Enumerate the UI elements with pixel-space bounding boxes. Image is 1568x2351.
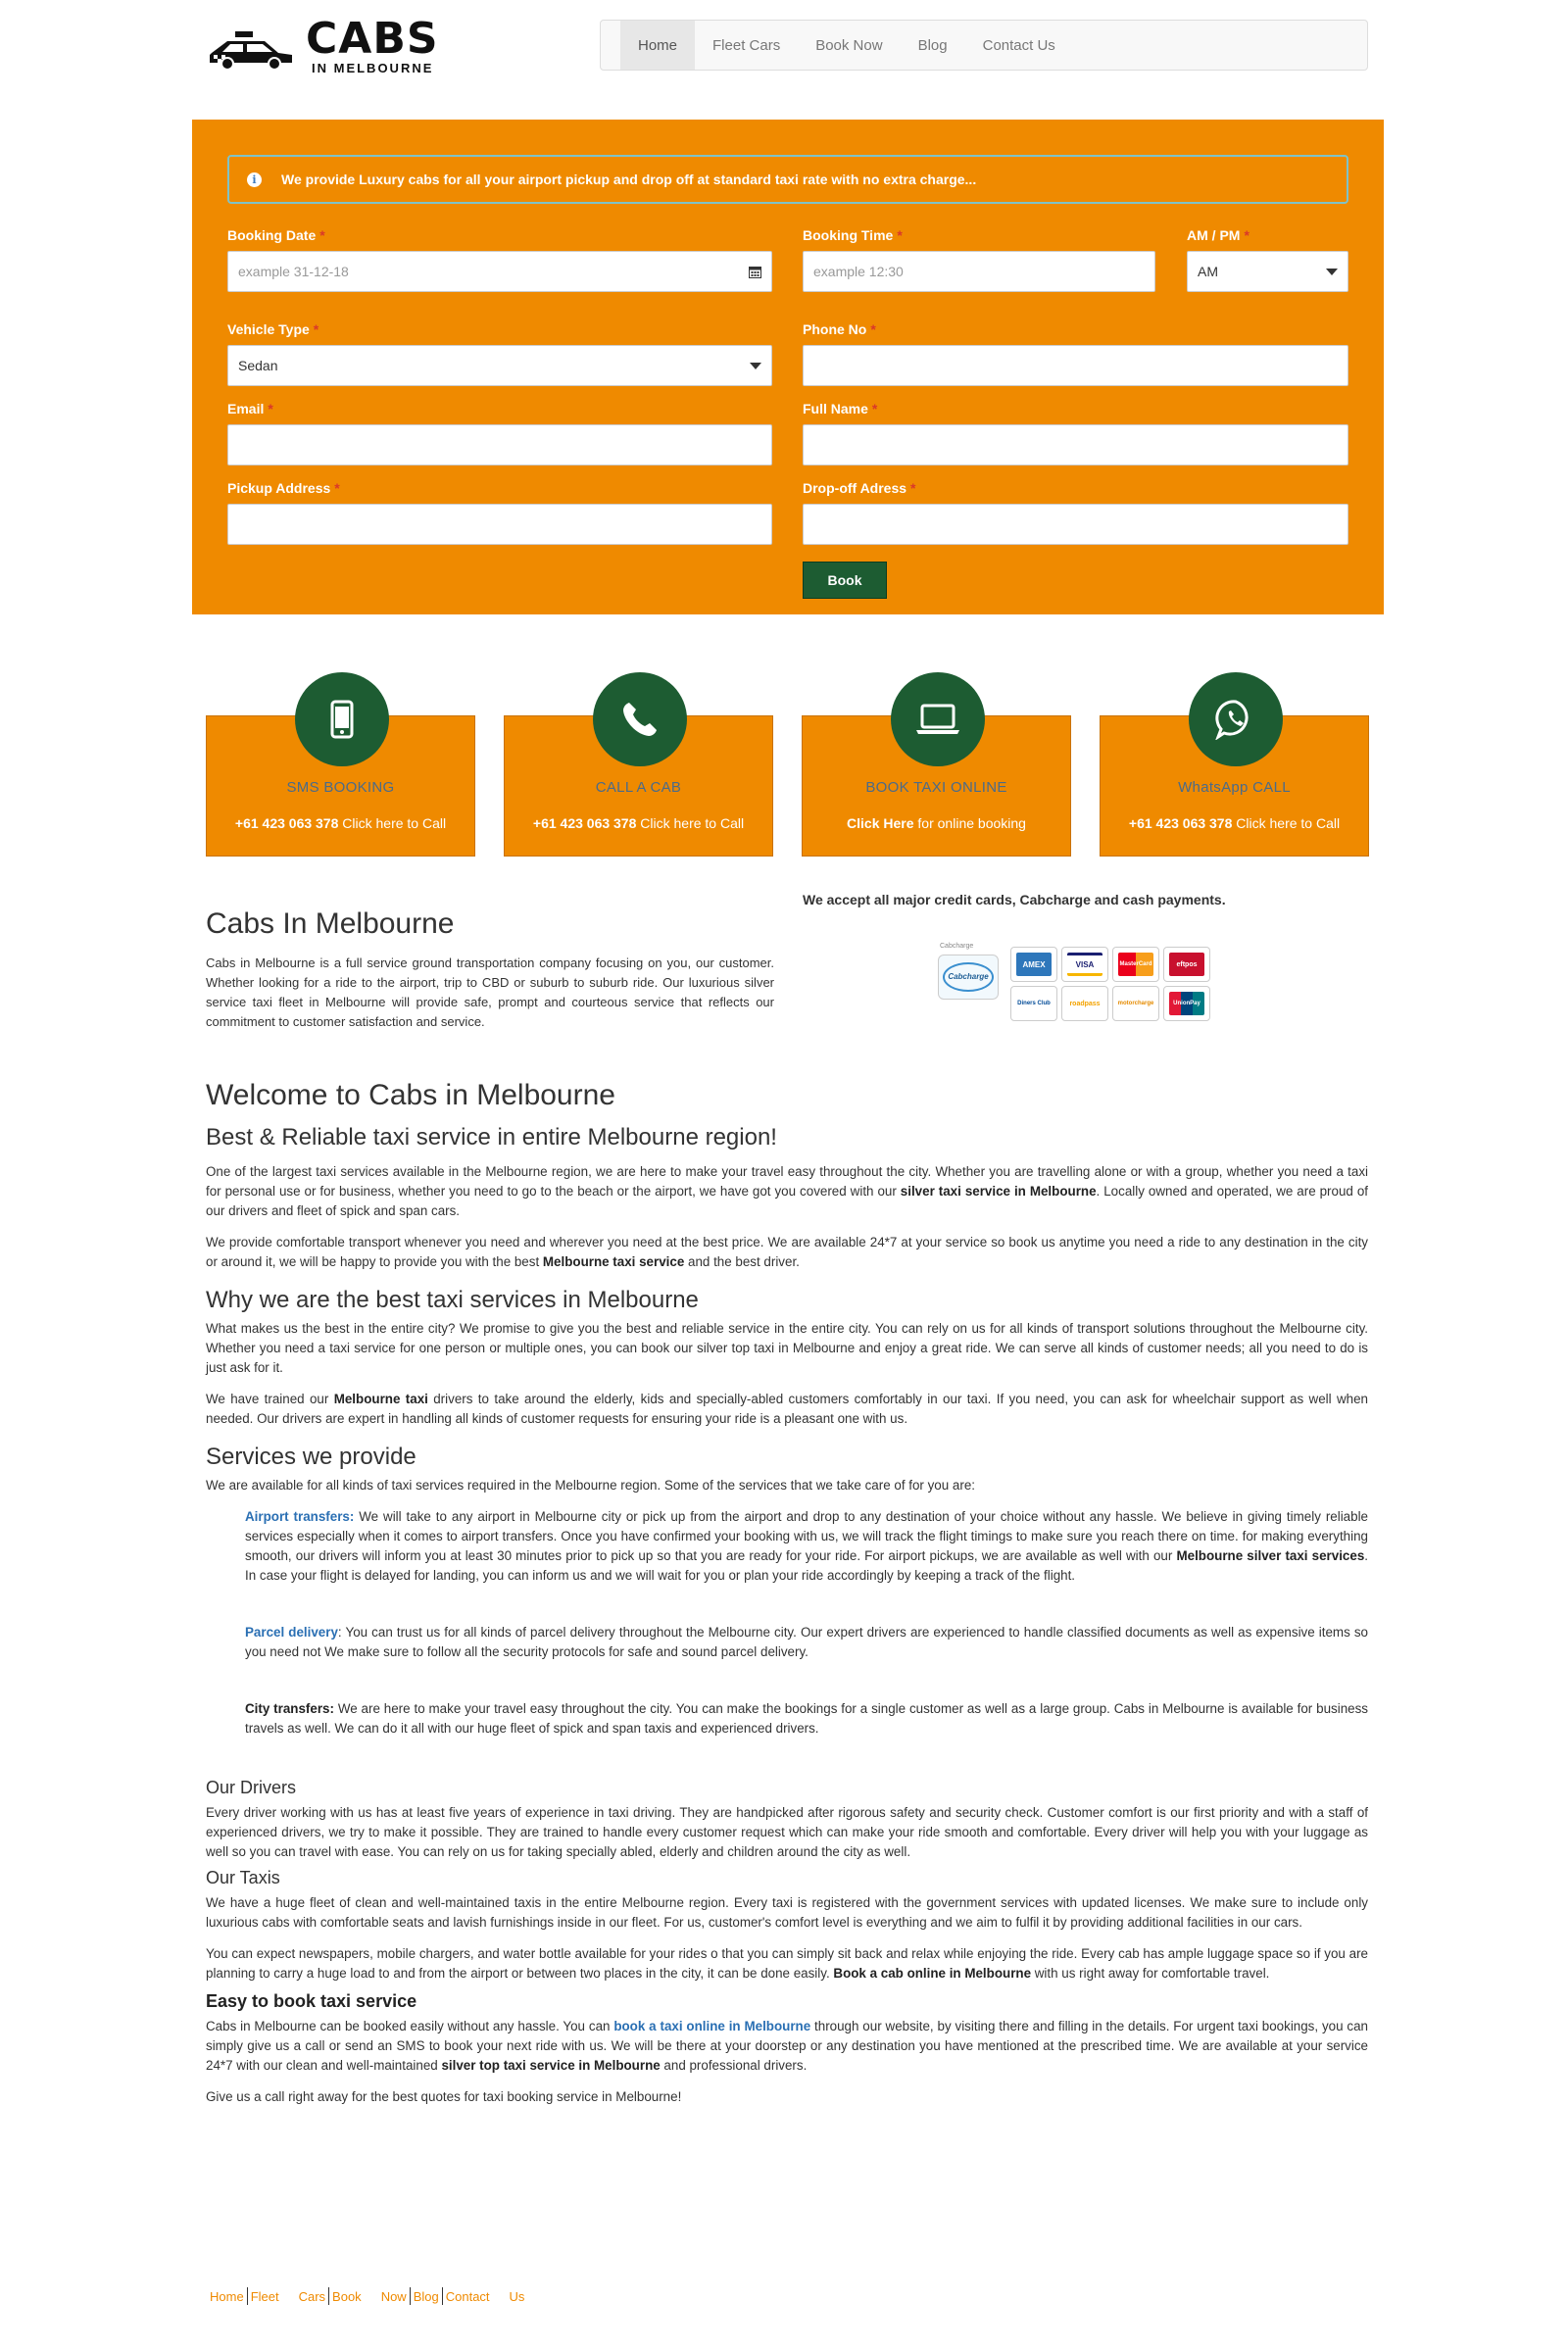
svc-title: SMS BOOKING — [286, 779, 395, 796]
svc-icon-circle — [593, 672, 687, 766]
airport-transfers-link[interactable]: Airport transfers: — [245, 1509, 355, 1524]
booking-date-label: Booking Date * — [227, 227, 325, 243]
paragraph: What makes us the best in the entire city? We promise to give you the best and reliable service in the entire city. You can rely on us for all kinds of transport solutions throughout the Melbourne city. Whether you need a taxi service for one person or multiple ones, you can book our silver top taxi in Melbourne and enjoy a great ride. We can serve all kinds of customer needs; all you need to do is just ask for it. — [206, 1321, 1368, 1375]
ampm-select[interactable]: AM — [1187, 251, 1348, 292]
phone-icon — [620, 700, 660, 739]
booking-time-input[interactable]: example 12:30 — [803, 251, 1155, 292]
nav-home[interactable]: Home — [620, 21, 695, 70]
svc-title: WhatsApp CALL — [1178, 779, 1291, 796]
book-taxi-online-box[interactable] — [802, 715, 1071, 857]
paragraph: You can expect newspapers, mobile chargers, and water bottle available for your rides o that you can simply sit back and relax while enjoying the ride. Every cab has ample luggage space so if you are planning to carry a huge load to and from the airport or between two places in the city, it can be done easily. Book a cab online in Melbourne with us right away for comfortable travel. — [206, 1946, 1368, 1981]
footer-separator — [328, 2287, 329, 2305]
list-item: City transfers: We are here to make your travel easy throughout the city. You can make the bookings for a single customer as well as a large group. Cabs in Melbourne is available for business travels as well. We can do it all with our huge fleet of spick and span taxis and experienced drivers. — [245, 1701, 1368, 1736]
footer-fleet[interactable]: Fleet — [250, 2288, 279, 2304]
info-icon: i — [247, 172, 262, 187]
drivers-title: Our Drivers — [206, 1778, 297, 1797]
cabcharge-logo: Cabcharge — [943, 962, 994, 992]
site-logo[interactable] — [206, 14, 451, 76]
dropoff-label: Drop-off Adress * — [803, 480, 916, 496]
parcel-delivery-link[interactable]: Parcel delivery — [245, 1625, 338, 1640]
main-nav — [600, 20, 1368, 71]
amex-card: AMEX — [1010, 947, 1057, 982]
paragraph: One of the largest taxi services available in the Melbourne region, we are here to make your travel easy throughout the city. Whether you are travelling alone or with a group, whether you need a taxi for personal use or for business, whether you need to go to the beach or the airport, we have got you covered with our silver taxi service in Melbourne. Locally owned and operated, we are proud of our drivers and fleet of spick and span cars. — [206, 1164, 1369, 1218]
pickup-input[interactable] — [227, 504, 772, 545]
footer-us[interactable]: Us — [509, 2288, 525, 2304]
alert-text: We provide Luxury cabs for all your airport pickup and drop off at standard taxi rate with no extra charge... — [281, 171, 977, 187]
services-title: Services we provide — [206, 1444, 416, 1470]
list-item: Airport transfers: We will take to any airport in Melbourne city or pick up from the airport and drop to any destination of your choice without any hassle. We believe in giving timely reliable services especially when it comes to airport transfers. Once you have confirmed your booking with us, we will track the flight timings to make sure you reach there on time. for making everything smooth, our drivers will inform you at least 30 minutes prior to pick up so that you are ready for your ride. For airport pickups, we are available as well with our Melbourne silver taxi services. In case your flight is delayed for landing, you can inform us and we will wait for you or plan your ride accordingly by keeping a track of the flight. — [245, 1509, 1369, 1583]
full-name-label: Full Name * — [803, 401, 878, 416]
roadpass-card: roadpass — [1061, 986, 1108, 1021]
footer-separator — [410, 2287, 411, 2305]
main-article — [206, 1078, 1368, 2107]
intro-text: Cabs in Melbourne is a full service ground transportation company focusing on you, our customer. Whether looking for a ride to the airport, trip to CBD or suburb to suburb ride. Our luxurious silver service taxi fleet in Melbourne will provide safe, prompt and courteous service that reflects our commitment to customer satisfaction and service. — [206, 955, 774, 1029]
taxi-car-icon — [206, 31, 296, 71]
info-alert — [227, 155, 1348, 204]
chevron-down-icon — [1326, 269, 1338, 275]
footer-home[interactable]: Home — [210, 2288, 244, 2304]
laptop-icon — [915, 703, 960, 736]
intro-title: Cabs In Melbourne — [206, 907, 455, 940]
svc-icon-circle — [891, 672, 985, 766]
svc-icon-circle — [295, 672, 389, 766]
email-label: Email * — [227, 401, 273, 416]
book-button[interactable]: Book — [803, 562, 887, 599]
dropoff-input[interactable] — [803, 504, 1348, 545]
vehicle-type-group — [227, 321, 772, 386]
chevron-down-icon — [750, 363, 761, 369]
payment-cards — [938, 943, 1234, 1026]
logo-title: CABS — [306, 14, 439, 64]
vehicle-type-label: Vehicle Type * — [227, 321, 319, 337]
footer-separator — [247, 2287, 248, 2305]
nav-contact-us[interactable]: Contact Us — [982, 36, 1055, 54]
full-name-group — [803, 401, 1348, 465]
phone-group — [803, 321, 1348, 386]
ampm-label: AM / PM * — [1187, 227, 1250, 243]
full-name-input[interactable] — [803, 424, 1348, 465]
footer-book[interactable]: Book — [332, 2288, 362, 2304]
whatsapp-icon — [1215, 699, 1256, 740]
booking-time-group — [803, 227, 1155, 292]
email-group — [227, 401, 772, 465]
pickup-label: Pickup Address * — [227, 480, 340, 496]
calendar-icon[interactable] — [749, 266, 761, 278]
ampm-group — [1187, 227, 1348, 292]
paragraph: We have trained our Melbourne taxi drivers to take around the elderly, kids and specially-abled customers comfortably in our taxi. If you need, you can ask for wheelchair support as well when needed. Our drivers are expert in handling all kinds of customer requests for ensuring your ride is a pleasant one with us. — [206, 1392, 1368, 1426]
vehicle-type-select[interactable]: Sedan — [227, 345, 772, 386]
cabcharge-card — [938, 955, 999, 1000]
svc-call-link[interactable]: +61 423 063 378 Click here to Call — [532, 815, 745, 831]
logo-subtitle: IN MELBOURNE — [312, 61, 434, 75]
pickup-group — [227, 480, 772, 545]
footer-cars[interactable]: Cars — [298, 2288, 326, 2304]
easy-book-title: Easy to book taxi service — [206, 1991, 417, 2011]
booking-time-label: Booking Time * — [803, 227, 903, 243]
phone-label: Phone No * — [803, 321, 876, 337]
footer-blog[interactable]: Blog — [413, 2288, 439, 2304]
nav-blog[interactable]: Blog — [917, 36, 948, 54]
list-item: Parcel delivery: You can trust us for all kinds of parcel delivery throughout the Melbourne city. Our expert drivers are experienced to handle classified documents as well as expensive items so you need not We make sure to follow all the security protocols for safe and sound parcel delivery. — [245, 1625, 1369, 1659]
booking-date-input[interactable]: example 31-12-18 — [227, 251, 772, 292]
taxis-title: Our Taxis — [206, 1868, 280, 1887]
paragraph: We provide comfortable transport whenever you need and wherever you need at the best price. We are available 24*7 at your service so book us anytime you need a ride to any destination in the city or around it, we will be happy to provide you with the best Melbourne taxi service and the best driver. — [206, 1235, 1368, 1269]
footer-now[interactable]: Now — [380, 2288, 407, 2304]
mobile-phone-icon — [329, 700, 355, 739]
paragraph: Cabs in Melbourne can be booked easily without any hassle. You can book a taxi online in Melbourne through our website, by visiting there and filling in the details. For urgent taxi bookings, you can simply give us a call or send an SMS to book your next ride with us. We will be there at your doorstep or any destination you have mentioned at the prescribed time. We are available at your service 24*7 with our clean and well-maintained silver top taxi service in Melbourne and professional drivers. — [206, 2019, 1369, 2073]
call-a-cab-box[interactable] — [504, 715, 773, 857]
svc-icon-circle — [1189, 672, 1283, 766]
footer-separator — [442, 2287, 443, 2305]
paragraph: Give us a call right away for the best quotes for taxi booking service in Melbourne! — [206, 2089, 682, 2104]
paragraph: We are available for all kinds of taxi services required in the Melbourne region. Some of the services that we take care of for you are: — [206, 1478, 975, 1493]
cabcharge-small-label: Cabcharge — [940, 943, 974, 950]
sms-booking-box[interactable] — [206, 715, 475, 857]
mastercard-card: MasterCard — [1112, 947, 1159, 982]
footer-contact[interactable]: Contact — [445, 2288, 490, 2304]
services-list — [206, 1507, 1368, 1739]
whatsapp-call-box[interactable] — [1100, 715, 1369, 857]
best-reliable-subtitle: Best & Reliable taxi service in entire Melbourne region! — [206, 1124, 777, 1151]
visa-card: VISA — [1061, 947, 1108, 982]
diners-club-card: Diners Club — [1010, 986, 1057, 1021]
svc-call-link[interactable]: +61 423 063 378 Click here to Call — [234, 815, 447, 831]
paragraph: We have a huge fleet of clean and well-maintained taxis in the entire Melbourne region. Every taxi is registered with the government services with updated licenses. We make sure to include only luxurious cabs with comfortable seats and lavish furnishings inside in our fleet. For us, customer's comfort level is everything and we aim to fulfil it by providing additional facilities in our cars. — [206, 1895, 1368, 1930]
motorcharge-card: motorcharge — [1112, 986, 1159, 1021]
nav-book-now[interactable]: Book Now — [815, 36, 883, 54]
email-input[interactable] — [227, 424, 772, 465]
svc-title: CALL A CAB — [595, 779, 682, 796]
cards-note: We accept all major credit cards, Cabcharge and cash payments. — [803, 892, 1226, 907]
welcome-title: Welcome to Cabs in Melbourne — [206, 1079, 615, 1111]
svc-online-link[interactable]: Click Here for online booking — [847, 815, 1026, 831]
eftpos-card: eftpos — [1163, 947, 1210, 982]
why-best-title: Why we are the best taxi services in Melbourne — [206, 1287, 699, 1313]
book-online-link[interactable]: book a taxi online in Melbourne — [613, 2019, 811, 2033]
booking-form — [192, 120, 1384, 614]
booking-date-group — [227, 227, 772, 292]
paragraph: Every driver working with us has at least five years of experience in taxi driving. They are handpicked after rigorous safety and security check. Customer comfort is our first priority and with a staff of experienced drivers, we try to make it possible. They are trained to handle every customer request which can make your ride smooth and comfortable. Every driver will help you with your luggage as well so you can travel with ease. You can rely on us for taking specially abled, elderly and children around the city as well. — [206, 1805, 1368, 1859]
phone-input[interactable] — [803, 345, 1348, 386]
footer-nav — [210, 2287, 524, 2305]
nav-fleet-cars[interactable]: Fleet Cars — [712, 36, 781, 54]
unionpay-card: UnionPay — [1163, 986, 1210, 1021]
dropoff-group — [803, 480, 1348, 545]
svc-title: BOOK TAXI ONLINE — [865, 779, 1007, 796]
svc-call-link[interactable]: +61 423 063 378 Click here to Call — [1128, 815, 1341, 831]
